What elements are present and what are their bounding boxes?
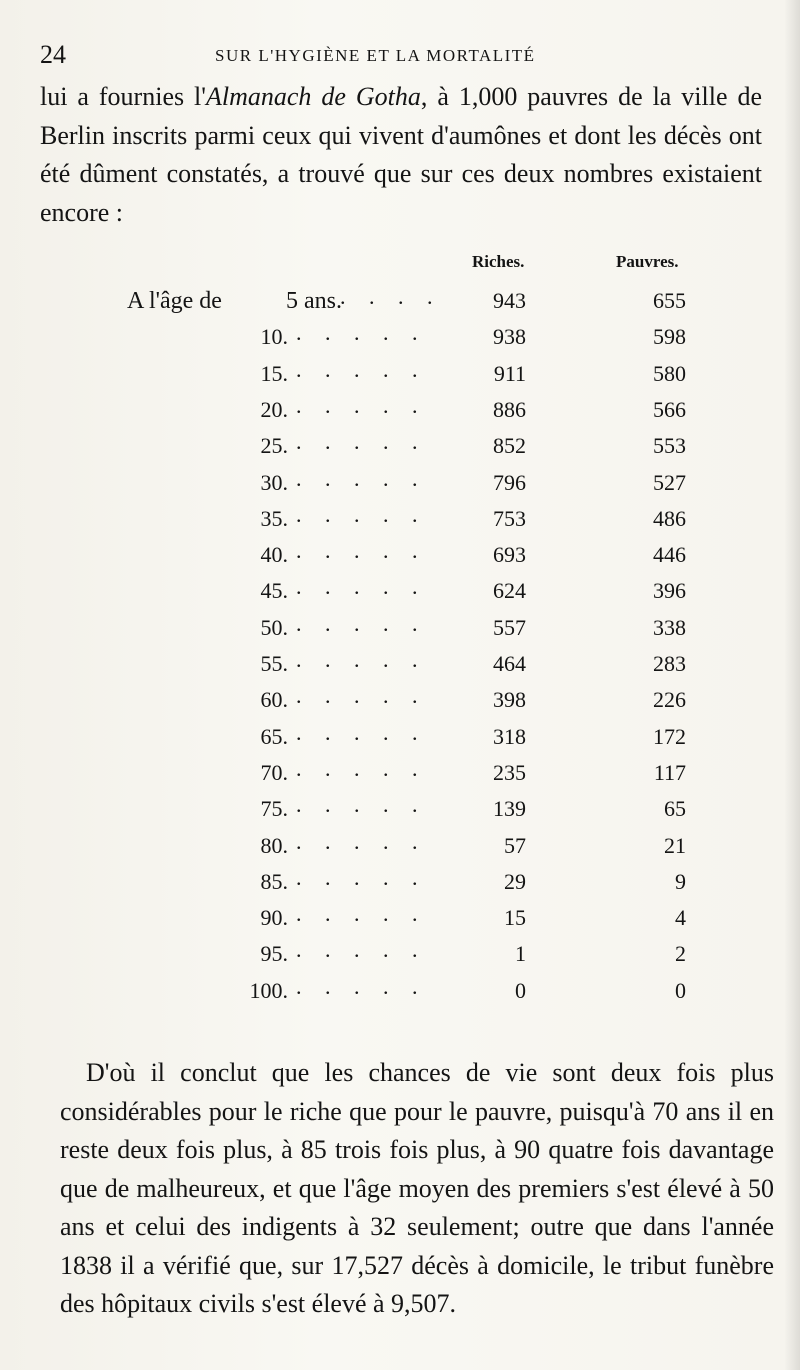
column-header-pauvres: Pauvres. — [616, 252, 679, 271]
leader-dots: . . . . . — [296, 937, 427, 963]
riches-cell: 139 — [493, 796, 526, 822]
age-cell: 80. — [260, 832, 288, 858]
pauvres-cell: 598 — [653, 324, 686, 350]
table-row — [0, 574, 800, 614]
riches-cell: 15 — [504, 905, 526, 931]
riches-cell: 624 — [493, 578, 526, 604]
pauvres-cell: 553 — [653, 433, 686, 459]
pauvres-cell: 527 — [653, 469, 686, 495]
pauvres-cell: 0 — [675, 977, 686, 1003]
table-row — [0, 392, 800, 433]
age-cell: 65. — [260, 723, 288, 749]
table-row — [0, 610, 800, 651]
leader-dots: . . . . . — [296, 429, 427, 455]
riches-cell: 911 — [493, 360, 526, 386]
age-cell: 100. — [249, 977, 288, 1003]
leader-dots: . . . . . — [296, 647, 427, 672]
riches-cell: 796 — [493, 469, 526, 495]
leader-dots: . . . . . — [296, 465, 427, 491]
table-row — [0, 937, 800, 977]
leader-dots: . . . . . — [296, 973, 427, 999]
table-row — [0, 647, 800, 687]
riches-cell: 938 — [493, 324, 526, 350]
age-cell: 20. — [260, 396, 288, 422]
riches-cell: 0 — [515, 977, 526, 1003]
pauvres-cell: 21 — [664, 832, 686, 858]
pauvres-cell: 117 — [653, 759, 686, 785]
leader-dots: . . . . . — [296, 538, 427, 564]
table-row — [0, 973, 800, 1014]
leader-dots: . . . . . — [296, 320, 427, 346]
age-cell: 35. — [260, 505, 288, 531]
leader-dots: . . . . — [340, 284, 442, 309]
age-prefix: A l'âge de — [127, 288, 222, 314]
pauvres-cell: 65 — [664, 796, 686, 822]
table-row — [0, 683, 800, 723]
age-cell: 50. — [260, 614, 288, 640]
riches-cell: 398 — [493, 687, 526, 713]
riches-cell: 1 — [515, 941, 526, 967]
riches-cell: 943 — [493, 288, 526, 313]
riches-cell: 753 — [493, 505, 526, 531]
riches-cell: 557 — [493, 614, 526, 640]
age-cell: 25. — [260, 433, 288, 459]
age-cell: 75. — [260, 796, 288, 822]
almanach-title: Almanach de Gotha — [205, 82, 421, 111]
riches-cell: 57 — [504, 832, 526, 858]
pauvres-cell: 4 — [675, 905, 686, 931]
leader-dots: . . . . . — [296, 755, 427, 781]
pauvres-cell: 396 — [653, 578, 686, 604]
pauvres-cell: 486 — [653, 505, 686, 531]
column-header-riches: Riches. — [472, 252, 525, 271]
pauvres-cell: 446 — [653, 542, 686, 568]
conclusion-paragraph: D'où il conclut que les chances de vie sont deux fois plus considérables pour le riche que pour le pauvre, puisqu'à 70 ans il en reste deux fois plus, à 85 trois fois plus, à 90 quatre fois davantage que de malheureux, et que l'âge moyen des premiers s'est élevé à 50 ans et celui des indigents à 32 seulement; outre que dans l'année 1838 il a vérifié que, sur 17,527 décès à domicile, le tribut funèbre des hôpitaux civils s'est élevé à 9,507. — [60, 1058, 774, 1318]
pauvres-cell: 172 — [653, 723, 686, 749]
pauvres-cell: 566 — [653, 396, 686, 422]
leader-dots: . . . . . — [296, 719, 427, 745]
age-cell: 15. — [260, 360, 288, 386]
age-cell: 60. — [260, 687, 288, 713]
age-cell: 90. — [260, 905, 288, 931]
pauvres-cell: 580 — [653, 360, 686, 386]
leader-dots: . . . . . — [296, 864, 427, 890]
survival-table — [0, 250, 800, 1040]
age-cell: 70. — [260, 759, 288, 785]
age-cell: 40. — [260, 542, 288, 568]
age-cell: 55. — [260, 651, 288, 676]
riches-cell: 235 — [493, 759, 526, 785]
leader-dots: . . . . . — [296, 574, 427, 600]
leader-dots: . . . . . — [296, 828, 427, 854]
table-row — [0, 792, 800, 832]
table-row — [0, 538, 800, 578]
pauvres-cell: 2 — [675, 941, 686, 967]
table-row — [0, 755, 800, 796]
pauvres-cell: 338 — [653, 614, 686, 640]
age-cell: 30. — [260, 469, 288, 495]
riches-cell: 886 — [493, 396, 526, 422]
table-row — [0, 501, 800, 542]
leader-dots: . . . . . — [296, 901, 427, 927]
leader-dots: . . . . . — [296, 683, 427, 709]
table-row — [0, 284, 800, 324]
running-title: SUR L'HYGIÈNE ET LA MORTALITÉ — [215, 46, 536, 65]
leader-dots: . . . . . — [296, 792, 427, 818]
table-row — [0, 719, 800, 760]
age-cell: 5 ans. — [286, 288, 342, 314]
pauvres-cell: 655 — [653, 288, 686, 313]
table-row — [0, 356, 800, 397]
age-cell: 45. — [260, 578, 288, 604]
table-row — [0, 320, 800, 360]
table-row — [0, 828, 800, 869]
riches-cell: 29 — [504, 868, 526, 894]
table-row — [0, 429, 800, 469]
pauvres-cell: 9 — [675, 868, 686, 894]
intro-text-start: lui a fournies l' — [40, 82, 206, 111]
table-row — [0, 901, 800, 941]
page-number: 24 — [40, 40, 66, 69]
riches-cell: 318 — [493, 723, 526, 749]
table-row — [0, 864, 800, 905]
leader-dots: . . . . . — [296, 501, 427, 527]
leader-dots: . . . . . — [296, 392, 427, 418]
age-cell: 10. — [260, 324, 288, 350]
pauvres-cell: 226 — [653, 687, 686, 713]
age-cell: 85. — [260, 868, 288, 894]
page-header — [40, 36, 760, 76]
riches-cell: 464 — [493, 651, 526, 676]
riches-cell: 852 — [493, 433, 526, 459]
pauvres-cell: 283 — [653, 651, 686, 676]
intro-text-end: , à 1,000 pauvres de la ville de Berlin inscrits parmi ceux qui vivent d'aumônes et dont les décès ont été dûment constatés, a trouvé que sur ces deux nombres existaient encore : — [40, 82, 763, 227]
leader-dots: . . . . . — [296, 356, 427, 382]
leader-dots: . . . . . — [296, 610, 427, 636]
riches-cell: 693 — [493, 542, 526, 568]
intro-paragraph — [40, 78, 762, 232]
age-cell: 95. — [260, 941, 288, 967]
table-row — [0, 465, 800, 506]
